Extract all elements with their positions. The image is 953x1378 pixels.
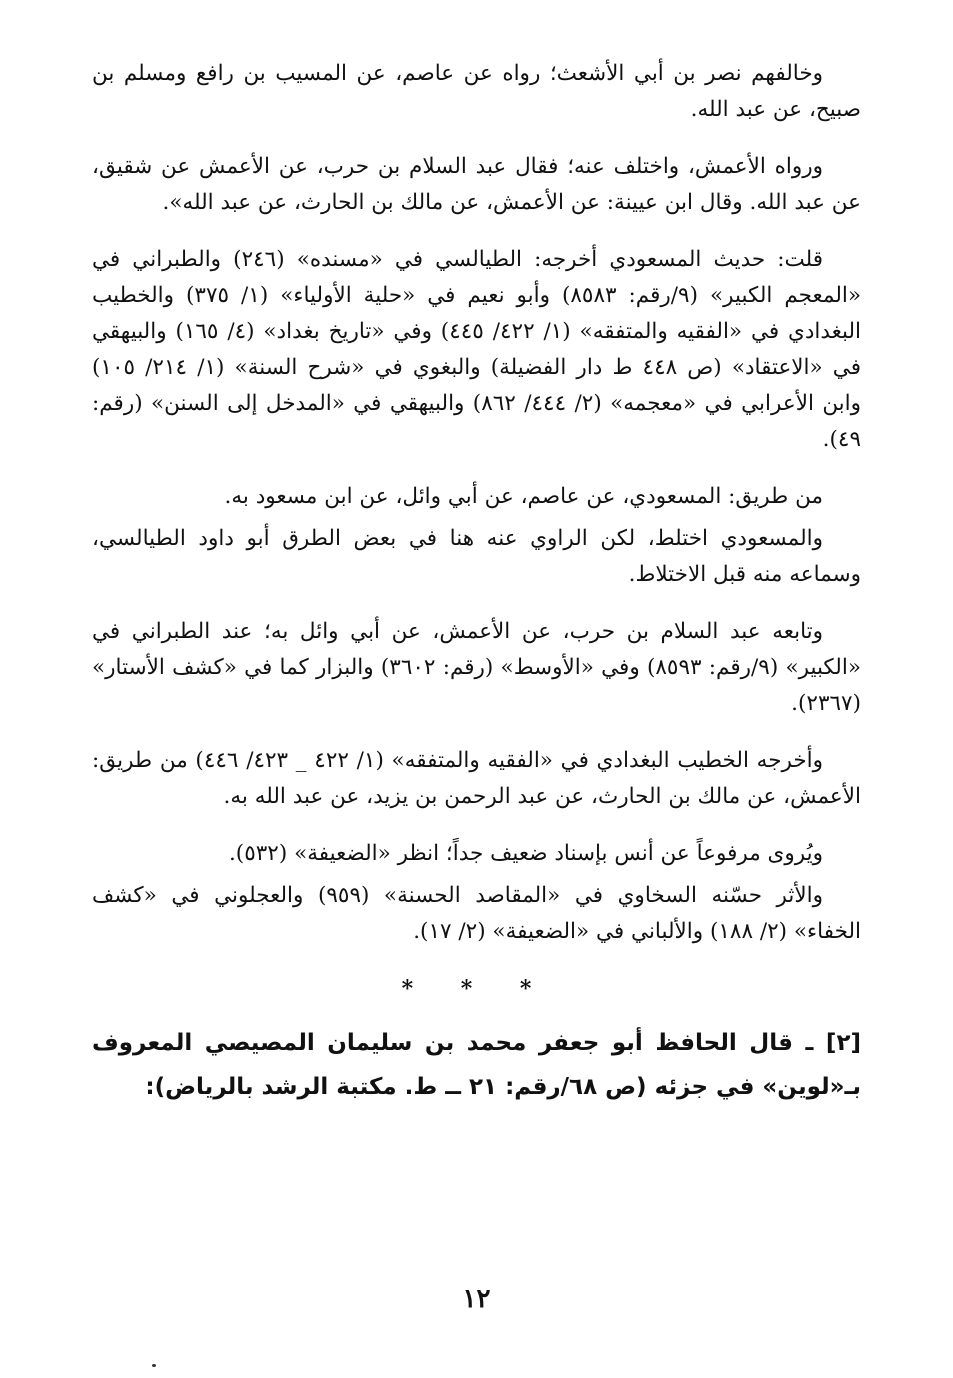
paragraph-7: وأخرجه الخطيب البغدادي في «الفقيه والمتفقه» (١/ ٤٢٢ _ ٤٢٣/ ٤٤٦) من طريق: الأعمش، عن مالك بن الحارث، عن عبد الرحمن بن يزيد، عن عبد الله به.: [92, 748, 861, 809]
paragraph-3: قلت: حديث المسعودي أخرجه: الطيالسي في «مسنده» (٢٤٦) والطبراني في «المعجم الكبير» (٩/رقم: ٨٥٨٣) وأبو نعيم في «حلية الأولياء» (١/ ٣٧٥) والخطيب البغدادي في «الفقيه والمتفقه» (١/ ٤٢٢/ ٤٤٥) وفي «تاريخ بغداد» (٤/ ١٦٥) والبيهقي في «الاعتقاد» (ص ٤٤٨ ط دار الفضيلة) والبغوي في «شرح السنة» (١/ ٢١٤/ ١٠٥) وابن الأعرابي في «معجمه» (٢/ ٤٤٤/ ٨٦٢) والبيهقي في «المدخل إلى السنن» (رقم: ٤٩).: [92, 247, 862, 452]
page-body: [92, 56, 861, 1109]
page-number: ١٢: [462, 1284, 491, 1314]
scan-speck: [152, 1364, 156, 1367]
paragraph-1: وخالفهم نصر بن أبي الأشعث؛ رواه عن عاصم، عن المسيب بن رافع ومسلم بن صبيح، عن عبد الله.: [92, 61, 861, 122]
paragraph-4: من طريق: المسعودي، عن عاصم، عن أبي وائل، عن ابن مسعود به.: [224, 484, 823, 509]
paragraph-8: ويُروى مرفوعاً عن أنس بإسناد ضعيف جداً؛ انظر «الضعيفة» (٥٣٢).: [228, 841, 823, 866]
paragraph-6: وتابعه عبد السلام بن حرب، عن الأعمش، عن أبي وائل به؛ عند الطبراني في «الكبير» (٩/رقم: ٨٥٩٣) وفي «الأوسط» (رقم: ٣٦٠٢) والبزار كما في «كشف الأستار» (٢٣٦٧).: [92, 619, 861, 716]
section-separator: * * *: [401, 976, 552, 1002]
section-heading: [٢] ـ قال الحافظ أبو جعفر محمد بن سليمان المصيصي المعروف بـ«لوين» في جزئه (ص ٦٨/رقم: ٢١ ــ ط. مكتبة الرشد بالرياض):: [92, 1030, 861, 1100]
paragraph-5: والمسعودي اختلط، لكن الراوي عنه هنا في بعض الطرق أبو داود الطيالسي، وسماعه منه قبل الاختلاط.: [92, 526, 861, 587]
paragraph-9: والأثر حسّنه السخاوي في «المقاصد الحسنة» (٩٥٩) والعجلوني في «كشف الخفاء» (٢/ ١٨٨) والألباني في «الضعيفة» (٢/ ١٧).: [92, 883, 861, 944]
paragraph-2: ورواه الأعمش، واختلف عنه؛ فقال عبد السلام بن حرب، عن الأعمش عن شقيق، عن عبد الله. وقال ابن عيينة: عن الأعمش، عن مالك بن الحارث، عن عبد الله».: [92, 154, 861, 215]
